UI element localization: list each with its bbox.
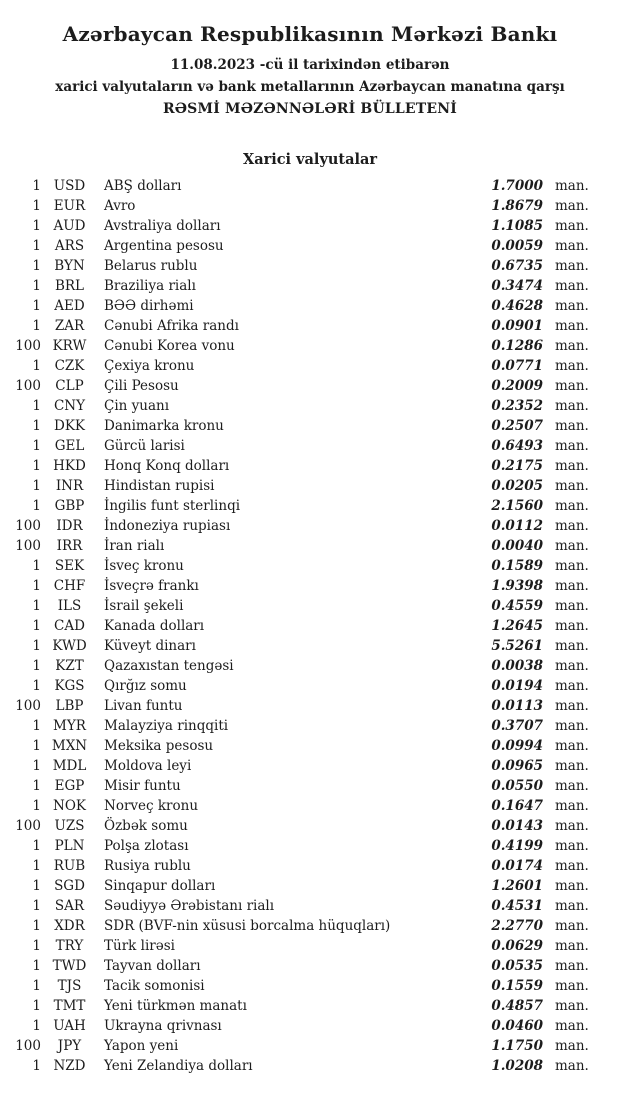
rate-value-cell: 2.2770 (491, 918, 543, 934)
currency-code-cell: NOK (53, 798, 86, 814)
unit-cell: man. (555, 1058, 589, 1074)
rate-value-cell: 0.0994 (491, 738, 543, 754)
currency-rate-row (0, 1036, 620, 1056)
unit-cell: man. (555, 318, 589, 334)
quantity-cell: 1 (32, 998, 41, 1014)
rate-value-cell: 0.6493 (491, 438, 543, 454)
currency-rate-row (0, 916, 620, 936)
quantity-cell: 1 (32, 258, 41, 274)
currency-code-cell: GEL (54, 438, 85, 454)
unit-cell: man. (555, 238, 589, 254)
currency-name-cell: İran rialı (104, 538, 165, 554)
currency-name-cell: İsveçrə frankı (104, 578, 199, 594)
unit-cell: man. (555, 458, 589, 474)
currency-code-cell: RUB (53, 858, 86, 874)
currency-name-cell: Qırğız somu (104, 678, 187, 694)
rate-value-cell: 0.0113 (491, 698, 543, 714)
rate-value-cell: 0.3707 (491, 718, 543, 734)
unit-cell: man. (555, 758, 589, 774)
currency-rates-table (0, 176, 620, 1076)
rate-value-cell: 0.0059 (491, 238, 543, 254)
effective-date-line: 11.08.2023 -cü il tarixindən etibarən (170, 57, 450, 73)
currency-rate-row (0, 476, 620, 496)
currency-code-cell: MDL (52, 758, 87, 774)
currency-code-cell: CZK (54, 358, 85, 374)
rate-value-cell: 0.0460 (491, 1018, 543, 1034)
bulletin-header (0, 0, 620, 119)
unit-cell: man. (555, 1038, 589, 1054)
quantity-cell: 1 (32, 618, 41, 634)
currency-rate-row (0, 356, 620, 376)
currency-rate-row (0, 596, 620, 616)
currency-name-cell: Honq Konq dolları (104, 458, 230, 474)
currency-rate-row (0, 756, 620, 776)
currency-code-cell: IRR (56, 538, 83, 554)
quantity-cell: 1 (32, 478, 41, 494)
unit-cell: man. (555, 558, 589, 574)
currency-rate-row (0, 656, 620, 676)
quantity-cell: 1 (32, 458, 41, 474)
currency-rate-row (0, 256, 620, 276)
quantity-cell: 100 (15, 698, 41, 714)
quantity-cell: 1 (32, 418, 41, 434)
currency-name-cell: Polşa zlotası (104, 838, 189, 854)
currency-name-cell: SDR (BVF-nin xüsusi borcalma hüquqları) (104, 918, 391, 934)
currency-rate-row (0, 696, 620, 716)
rate-value-cell: 0.2352 (491, 398, 543, 414)
currency-name-cell: İngilis funt sterlinqi (104, 498, 241, 514)
rate-value-cell: 0.4199 (491, 838, 543, 854)
currency-rate-row (0, 496, 620, 516)
currency-name-cell: Danimarka kronu (104, 418, 224, 434)
currency-code-cell: CHF (53, 578, 86, 594)
currency-code-cell: KWD (52, 638, 87, 654)
currency-rate-row (0, 516, 620, 536)
currency-rate-row (0, 436, 620, 456)
quantity-cell: 1 (32, 238, 41, 254)
currency-rate-row (0, 876, 620, 896)
currency-code-cell: LBP (55, 698, 84, 714)
bank-name-title: Azərbaycan Respublikasının Mərkəzi Bankı (62, 22, 558, 46)
unit-cell: man. (555, 938, 589, 954)
quantity-cell: 100 (15, 378, 41, 394)
currency-code-cell: ZAR (54, 318, 85, 334)
unit-cell: man. (555, 678, 589, 694)
quantity-cell: 1 (32, 758, 41, 774)
bulletin-title: RƏSMİ MƏZƏNNƏLƏRİ BÜLLETENİ (162, 101, 458, 117)
currency-name-cell: Tacik somonisi (104, 978, 205, 994)
currency-code-cell: KGS (54, 678, 85, 694)
quantity-cell: 1 (32, 878, 41, 894)
unit-cell: man. (555, 538, 589, 554)
rate-value-cell: 0.0965 (491, 758, 543, 774)
currency-code-cell: AED (54, 298, 85, 314)
unit-cell: man. (555, 618, 589, 634)
currency-code-cell: UAH (53, 1018, 86, 1034)
unit-cell: man. (555, 418, 589, 434)
currency-rate-row (0, 336, 620, 356)
section-title-foreign-currencies: Xarici valyutalar (242, 151, 378, 168)
currency-name-cell: Cənubi Afrika randı (104, 318, 239, 334)
unit-cell: man. (555, 818, 589, 834)
quantity-cell: 100 (15, 338, 41, 354)
currency-code-cell: TWD (52, 958, 87, 974)
currency-code-cell: USD (53, 178, 86, 194)
currency-code-cell: AUD (53, 218, 86, 234)
currency-rate-row (0, 576, 620, 596)
quantity-cell: 1 (32, 498, 41, 514)
unit-cell: man. (555, 338, 589, 354)
currency-name-cell: Avro (104, 198, 136, 214)
unit-cell: man. (555, 978, 589, 994)
currency-rate-row (0, 1056, 620, 1076)
rate-value-cell: 0.4559 (491, 598, 543, 614)
quantity-cell: 1 (32, 278, 41, 294)
rate-value-cell: 0.4531 (491, 898, 543, 914)
rate-value-cell: 1.9398 (491, 578, 543, 594)
rate-value-cell: 0.0901 (491, 318, 543, 334)
rate-value-cell: 0.6735 (491, 258, 543, 274)
quantity-cell: 1 (32, 598, 41, 614)
currency-code-cell: IDR (56, 518, 83, 534)
currency-rate-row (0, 536, 620, 556)
quantity-cell: 1 (32, 718, 41, 734)
rate-value-cell: 0.0112 (491, 518, 543, 534)
rate-value-cell: 0.2009 (491, 378, 543, 394)
quantity-cell: 1 (32, 978, 41, 994)
currency-name-cell: ABŞ dolları (104, 178, 182, 194)
rate-value-cell: 0.4628 (491, 298, 543, 314)
currency-name-cell: Yeni türkmən manatı (104, 998, 247, 1014)
rate-value-cell: 0.0771 (491, 358, 543, 374)
currency-rate-row (0, 736, 620, 756)
subject-line: xarici valyutaların və bank metallarının Azərbaycan manatına qarşı (55, 79, 565, 95)
currency-rate-row (0, 836, 620, 856)
unit-cell: man. (555, 1018, 589, 1034)
rate-value-cell: 0.0629 (491, 938, 543, 954)
unit-cell: man. (555, 778, 589, 794)
currency-name-cell: İndoneziya rupiası (104, 518, 231, 534)
currency-code-cell: EUR (53, 198, 86, 214)
quantity-cell: 1 (32, 318, 41, 334)
unit-cell: man. (555, 658, 589, 674)
unit-cell: man. (555, 498, 589, 514)
currency-code-cell: PLN (54, 838, 85, 854)
unit-cell: man. (555, 598, 589, 614)
rate-value-cell: 1.2645 (491, 618, 543, 634)
quantity-cell: 100 (15, 1038, 41, 1054)
currency-code-cell: CAD (54, 618, 85, 634)
unit-cell: man. (555, 438, 589, 454)
rate-value-cell: 0.0143 (491, 818, 543, 834)
currency-code-cell: CLP (55, 378, 84, 394)
currency-rate-row (0, 296, 620, 316)
currency-name-cell: Çili Pesosu (104, 378, 179, 394)
currency-rate-row (0, 636, 620, 656)
currency-rate-row (0, 196, 620, 216)
currency-name-cell: Tayvan dolları (104, 958, 201, 974)
rate-value-cell: 1.2601 (491, 878, 543, 894)
currency-code-cell: GBP (54, 498, 85, 514)
unit-cell: man. (555, 878, 589, 894)
unit-cell: man. (555, 858, 589, 874)
quantity-cell: 100 (15, 518, 41, 534)
currency-rate-row (0, 976, 620, 996)
currency-rate-row (0, 796, 620, 816)
rate-value-cell: 0.1647 (491, 798, 543, 814)
quantity-cell: 100 (15, 818, 41, 834)
currency-rate-row (0, 176, 620, 196)
currency-code-cell: ARS (54, 238, 85, 254)
currency-code-cell: KZT (55, 658, 84, 674)
rate-value-cell: 0.0550 (491, 778, 543, 794)
unit-cell: man. (555, 298, 589, 314)
currency-code-cell: UZS (54, 818, 85, 834)
currency-rate-row (0, 316, 620, 336)
rate-value-cell: 0.1559 (491, 978, 543, 994)
currency-code-cell: SGD (54, 878, 85, 894)
currency-name-cell: Yapon yeni (104, 1038, 179, 1054)
unit-cell: man. (555, 738, 589, 754)
quantity-cell: 1 (32, 958, 41, 974)
quantity-cell: 1 (32, 1018, 41, 1034)
rate-value-cell: 0.0174 (491, 858, 543, 874)
rate-value-cell: 2.1560 (491, 498, 543, 514)
currency-code-cell: CNY (53, 398, 86, 414)
currency-code-cell: MXN (51, 738, 88, 754)
currency-code-cell: MYR (53, 718, 86, 734)
quantity-cell: 1 (32, 1058, 41, 1074)
unit-cell: man. (555, 518, 589, 534)
unit-cell: man. (555, 258, 589, 274)
currency-rate-row (0, 216, 620, 236)
currency-rate-row (0, 616, 620, 636)
currency-name-cell: Norveç kronu (104, 798, 199, 814)
currency-code-cell: TJS (57, 978, 82, 994)
rate-value-cell: 0.0038 (491, 658, 543, 674)
currency-name-cell: Belarus rublu (104, 258, 198, 274)
unit-cell: man. (555, 358, 589, 374)
currency-code-cell: BYN (54, 258, 85, 274)
currency-code-cell: INR (55, 478, 84, 494)
currency-rate-row (0, 716, 620, 736)
quantity-cell: 1 (32, 838, 41, 854)
currency-code-cell: SEK (54, 558, 85, 574)
rate-value-cell: 1.1750 (491, 1038, 543, 1054)
currency-code-cell: HKD (53, 458, 86, 474)
currency-code-cell: TMT (53, 998, 86, 1014)
quantity-cell: 1 (32, 898, 41, 914)
currency-name-cell: Kanada dolları (104, 618, 205, 634)
currency-rate-row (0, 996, 620, 1016)
currency-rate-row (0, 936, 620, 956)
quantity-cell: 1 (32, 578, 41, 594)
currency-rate-row (0, 856, 620, 876)
rate-value-cell: 5.5261 (491, 638, 543, 654)
quantity-cell: 1 (32, 778, 41, 794)
quantity-cell: 1 (32, 938, 41, 954)
unit-cell: man. (555, 198, 589, 214)
currency-rate-row (0, 1016, 620, 1036)
currency-rate-row (0, 896, 620, 916)
unit-cell: man. (555, 838, 589, 854)
currency-name-cell: Malayziya rinqqiti (104, 718, 229, 734)
currency-rate-row (0, 276, 620, 296)
currency-code-cell: SAR (54, 898, 85, 914)
currency-name-cell: Çin yuanı (104, 398, 170, 414)
currency-name-cell: Türk lirəsi (104, 938, 175, 954)
currency-name-cell: Livan funtu (104, 698, 183, 714)
currency-code-cell: JPY (57, 1038, 82, 1054)
currency-name-cell: Ukrayna qrivnası (104, 1018, 222, 1034)
quantity-cell: 1 (32, 178, 41, 194)
quantity-cell: 1 (32, 798, 41, 814)
currency-rate-row (0, 396, 620, 416)
currency-code-cell: ILS (57, 598, 82, 614)
currency-name-cell: Qazaxıstan tengəsi (104, 658, 234, 674)
quantity-cell: 1 (32, 358, 41, 374)
quantity-cell: 1 (32, 398, 41, 414)
currency-name-cell: Sinqapur dolları (104, 878, 216, 894)
currency-code-cell: EGP (54, 778, 85, 794)
currency-rate-row (0, 776, 620, 796)
unit-cell: man. (555, 218, 589, 234)
rate-value-cell: 0.0040 (491, 538, 543, 554)
currency-code-cell: KRW (52, 338, 87, 354)
quantity-cell: 1 (32, 298, 41, 314)
quantity-cell: 1 (32, 678, 41, 694)
currency-code-cell: BRL (54, 278, 85, 294)
currency-name-cell: Braziliya rialı (104, 278, 196, 294)
quantity-cell: 1 (32, 658, 41, 674)
currency-rate-row (0, 236, 620, 256)
quantity-cell: 1 (32, 918, 41, 934)
unit-cell: man. (555, 698, 589, 714)
unit-cell: man. (555, 998, 589, 1014)
currency-name-cell: Özbək somu (104, 818, 188, 834)
unit-cell: man. (555, 798, 589, 814)
rate-value-cell: 0.0205 (491, 478, 543, 494)
currency-name-cell: Moldova leyi (104, 758, 192, 774)
unit-cell: man. (555, 178, 589, 194)
currency-name-cell: Meksika pesosu (104, 738, 214, 754)
unit-cell: man. (555, 278, 589, 294)
rate-value-cell: 0.0535 (491, 958, 543, 974)
rate-value-cell: 1.8679 (491, 198, 543, 214)
currency-code-cell: DKK (54, 418, 85, 434)
unit-cell: man. (555, 958, 589, 974)
rate-value-cell: 0.4857 (491, 998, 543, 1014)
quantity-cell: 1 (32, 738, 41, 754)
rate-value-cell: 0.1286 (491, 338, 543, 354)
rate-value-cell: 0.2175 (491, 458, 543, 474)
rate-value-cell: 1.1085 (491, 218, 543, 234)
currency-rate-row (0, 956, 620, 976)
rate-value-cell: 1.0208 (491, 1058, 543, 1074)
currency-name-cell: İsrail şekeli (104, 598, 184, 614)
currency-rate-row (0, 816, 620, 836)
rate-value-cell: 0.3474 (491, 278, 543, 294)
currency-name-cell: Gürcü larisi (104, 438, 185, 454)
currency-rate-row (0, 456, 620, 476)
currency-name-cell: BƏƏ dirhəmi (104, 298, 194, 314)
currency-rate-row (0, 676, 620, 696)
currency-name-cell: Hindistan rupisi (104, 478, 215, 494)
currency-name-cell: Yeni Zelandiya dolları (104, 1058, 253, 1074)
quantity-cell: 1 (32, 438, 41, 454)
quantity-cell: 1 (32, 858, 41, 874)
quantity-cell: 1 (32, 638, 41, 654)
unit-cell: man. (555, 718, 589, 734)
currency-code-cell: TRY (55, 938, 84, 954)
unit-cell: man. (555, 398, 589, 414)
currency-rate-row (0, 416, 620, 436)
currency-name-cell: Misir funtu (104, 778, 181, 794)
unit-cell: man. (555, 378, 589, 394)
currency-name-cell: Səudiyyə Ərəbistanı rialı (104, 898, 275, 914)
currency-name-cell: Argentina pesosu (104, 238, 224, 254)
currency-name-cell: İsveç kronu (104, 558, 184, 574)
rate-value-cell: 0.2507 (491, 418, 543, 434)
unit-cell: man. (555, 638, 589, 654)
rate-value-cell: 1.7000 (491, 178, 543, 194)
unit-cell: man. (555, 898, 589, 914)
currency-name-cell: Çexiya kronu (104, 358, 195, 374)
currency-name-cell: Küveyt dinarı (104, 638, 196, 654)
rate-value-cell: 0.0194 (491, 678, 543, 694)
currency-name-cell: Cənubi Korea vonu (104, 338, 235, 354)
quantity-cell: 1 (32, 218, 41, 234)
currency-name-cell: Rusiya rublu (104, 858, 191, 874)
rate-value-cell: 0.1589 (491, 558, 543, 574)
currency-rate-row (0, 376, 620, 396)
currency-code-cell: NZD (53, 1058, 86, 1074)
quantity-cell: 100 (15, 538, 41, 554)
currency-name-cell: Avstraliya dolları (104, 218, 221, 234)
currency-rate-row (0, 556, 620, 576)
unit-cell: man. (555, 478, 589, 494)
quantity-cell: 1 (32, 558, 41, 574)
unit-cell: man. (555, 578, 589, 594)
unit-cell: man. (555, 918, 589, 934)
currency-code-cell: XDR (54, 918, 85, 934)
quantity-cell: 1 (32, 198, 41, 214)
